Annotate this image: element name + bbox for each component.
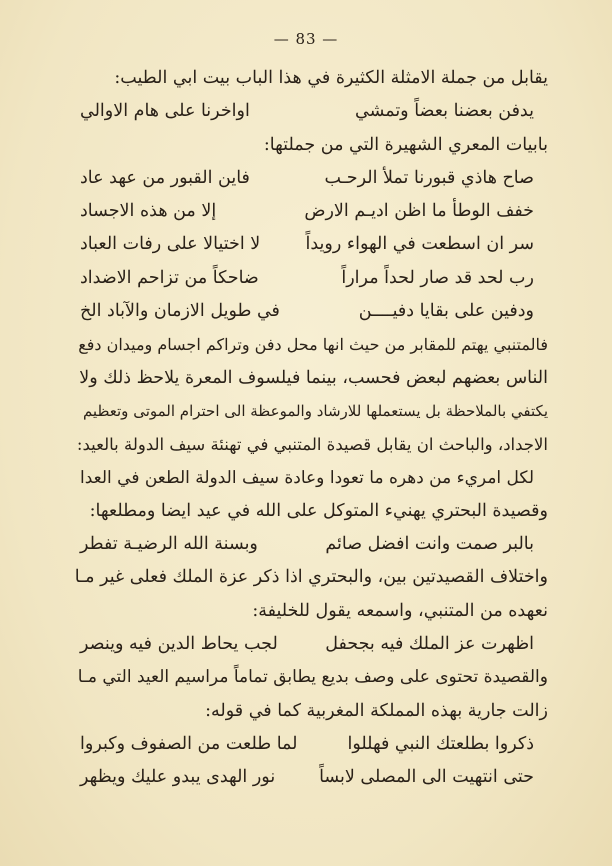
verse-first-hemistich: حتى انتهيت الى المصلى لابساً: [319, 767, 534, 788]
verse-first-hemistich: رب لحد قد صار لحداً مراراً: [341, 267, 534, 288]
verse-second-hemistich: وعادة سيف الدولة الطعن في العدا: [80, 467, 325, 488]
verse-second-hemistich: لجب يحاط الدين فيه وينصر: [80, 634, 278, 655]
verse-line: [70, 195, 548, 228]
verse-line: [70, 628, 548, 661]
verse-first-hemistich: ذكروا بطلعتك النبي فهللوا: [347, 733, 534, 754]
verse-first-hemistich: خفف الوطأ ما اظن اديـم الارض: [304, 201, 534, 222]
prose-line: زالت جارية بهذه المملكة المغربية كما في قوله:: [205, 700, 548, 721]
prose-line: وقصيدة البحتري يهنيء المتوكل على الله في عيد ايضا ومطلعها:: [89, 500, 548, 521]
verse-second-hemistich: في طويل الازمان والآباد الخ: [80, 301, 280, 322]
prose-line: والقصيدة تحتوى على وصف بديع يطابق تماماً مراسيم العيد التي مـا: [77, 667, 548, 688]
page-number: — 83 —: [273, 30, 339, 48]
verse-second-hemistich: وبسنة الله الرضيـة تفطر: [80, 534, 258, 555]
verse-line: [70, 95, 548, 128]
text-block: [70, 62, 548, 795]
verse-second-hemistich: نور الهدى يبدو عليك ويظهر: [80, 767, 276, 788]
verse-line: [70, 761, 548, 794]
verse-line: [70, 162, 548, 195]
verse-line: [70, 228, 548, 261]
verse-second-hemistich: فاين القبور من عهد عاد: [80, 167, 250, 188]
prose-line: الناس بعضهم لبعض فحسب، بينما فيلسوف المعرة يلاحظ ذلك ولا: [79, 367, 548, 388]
verse-line: [70, 728, 548, 761]
verse-first-hemistich: لكل امريء من دهره ما تعودا: [329, 467, 534, 488]
verse-second-hemistich: إلا من هذه الاجساد: [80, 201, 217, 222]
verse-second-hemistich: اواخرنا على هام الاوالي: [80, 101, 250, 122]
verse-first-hemistich: يدفن بعضنا بعضاً وتمشي: [355, 101, 534, 122]
verse-first-hemistich: صاح هاذي قبورنا تملأ الرحـب: [324, 167, 534, 188]
verse-first-hemistich: سر ان اسطعت في الهواء رويداً: [305, 234, 534, 255]
verse-first-hemistich: ودفين على بقايا دفيــــن: [358, 301, 534, 322]
prose-line: بابيات المعري الشهيرة التي من جملتها:: [263, 134, 548, 155]
verse-second-hemistich: ضاحكاً من تزاحم الاضداد: [80, 267, 259, 288]
verse-line: [70, 262, 548, 295]
prose-line: يقابل من جملة الامثلة الكثيرة في هذا الباب بيت ابي الطيب:: [114, 68, 548, 88]
prose-line: الاجداد، والباحث ان يقابل قصيدة المتنبي في تهنئة سيف الدولة بالعيد:: [76, 435, 548, 455]
verse-line: [70, 528, 548, 561]
prose-line: يكتفي بالملاحظة بل يستعملها للارشاد والموعظة الى احترام الموتى وتعظيم: [82, 401, 548, 420]
verse-second-hemistich: لما طلعت من الصفوف وكبروا: [80, 733, 298, 754]
verse-first-hemistich: اظهرت عز الملك فيه بجحفل: [325, 634, 534, 655]
prose-line: واختلاف القصيدتين بين، والبحتري اذا ذكر عزة الملك فعلى غير مـا: [74, 567, 548, 588]
verse-first-hemistich: بالبر صمت وانت افضل صائم: [325, 534, 534, 555]
verse-line: [70, 462, 548, 495]
verse-line: [70, 295, 548, 328]
prose-line: فالمتنبي يهتم للمقابر من حيث انها محل دفن وتراكم اجسام وميدان دفع: [78, 335, 548, 355]
prose-line: نعهده من المتنبي، واسمعه يقول للخليفة:: [252, 600, 548, 621]
verse-second-hemistich: لا اختيالا على رفات العباد: [80, 234, 261, 255]
